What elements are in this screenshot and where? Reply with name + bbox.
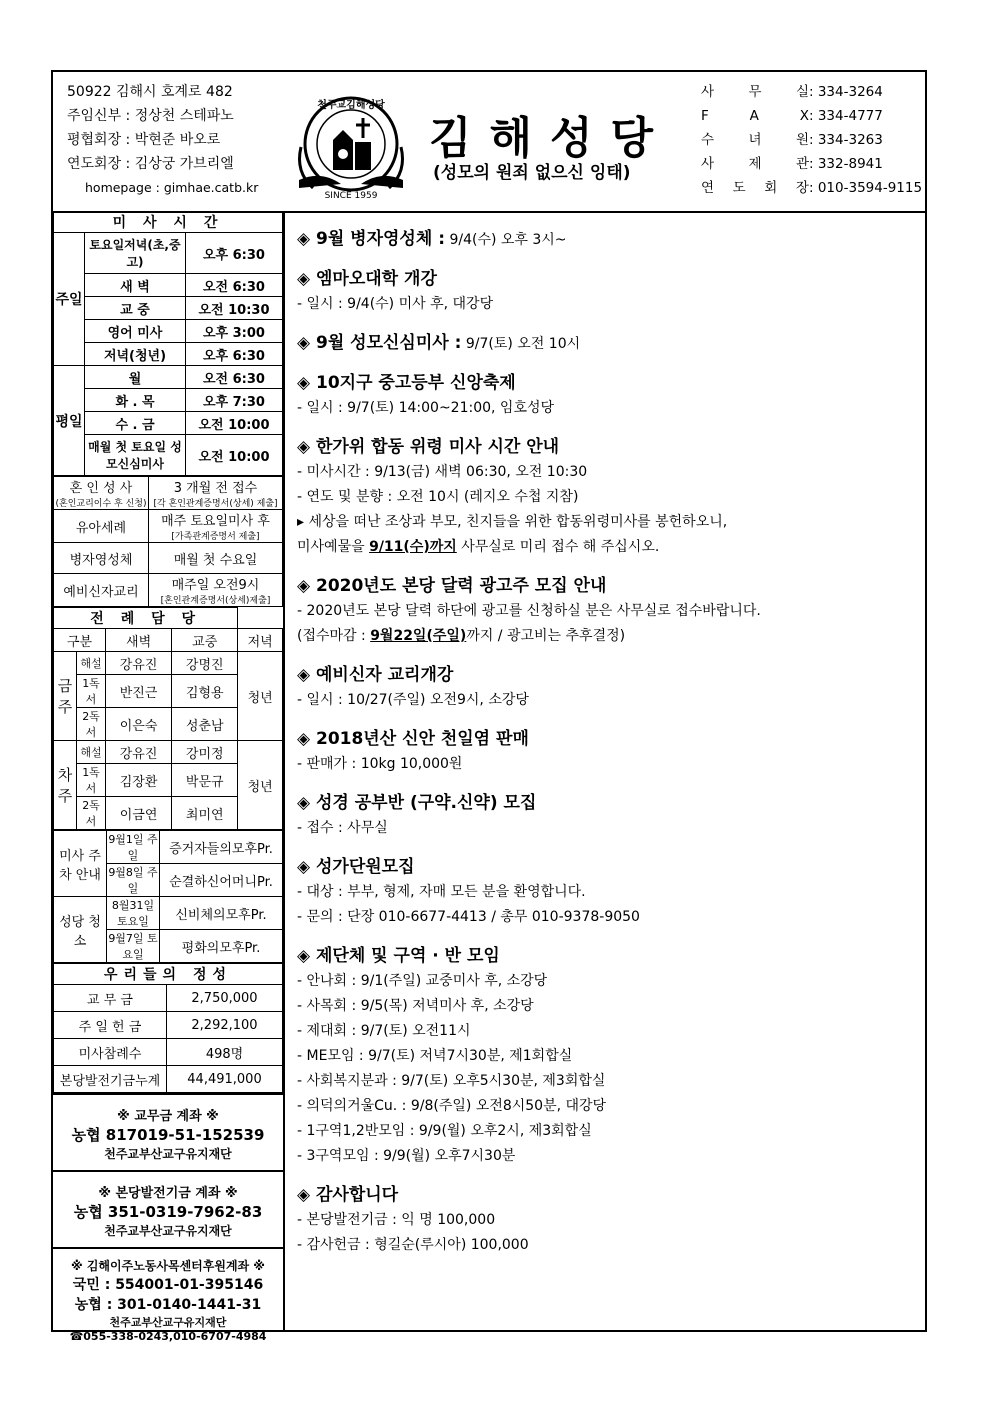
notice-item — [297, 435, 917, 560]
notice-line: - 제대회 : 9/7(토) 오전11시 — [297, 1023, 471, 1039]
account-box — [53, 1170, 283, 1247]
liturgy-role: 1독서 — [77, 675, 106, 708]
notice-title — [297, 1183, 917, 1208]
offering-table — [53, 963, 283, 1093]
liturgy-main: 강미정 — [172, 741, 238, 764]
contact-label-char: 사 — [701, 156, 715, 172]
mass-time: 오후 6:30 — [186, 343, 283, 366]
parking-label: 미사 주차 안내 — [54, 831, 107, 897]
account-title: ※ 본당발전기금 계좌 ※ — [98, 1186, 238, 1201]
liturgy-main: 최미연 — [172, 797, 238, 830]
offering-row — [54, 1012, 283, 1039]
header-info — [67, 80, 258, 200]
mass-name: 수 . 금 — [85, 412, 186, 435]
legion-president: 연도회장 : 김상궁 가브리엘 — [67, 156, 234, 172]
notice-line: - 연도 및 분향 : 오전 10시 (레지오 수첩 지참) — [297, 489, 579, 505]
offering-title: 우리들의 정성 — [54, 964, 283, 985]
notice-title-text: ◈ 2020년도 본당 달력 광고주 모집 안내 — [297, 576, 607, 596]
offering-value: 498명 — [167, 1039, 283, 1066]
mass-time: 오전 10:30 — [186, 297, 283, 320]
liturgy-row — [54, 741, 283, 764]
mass-schedule-table — [53, 211, 283, 476]
account-number: 농협 351-0319-7962-83 — [73, 1203, 263, 1221]
offering-label: 미사참례수 — [54, 1039, 167, 1066]
notice-line: - 일시 : 9/7(토) 14:00~21:00, 임호성당 — [297, 400, 555, 416]
sacrament-name — [54, 477, 149, 510]
sacrament-name — [54, 543, 149, 574]
parking-date: 9월1일 주일 — [107, 831, 160, 864]
mass-row — [54, 412, 283, 435]
contact-label-char: 사 — [701, 84, 715, 100]
liturgy-role: 2독서 — [77, 708, 106, 741]
notice-title-text: ◈ 9월 성모신심미사 : — [297, 333, 462, 353]
sacrament-name-text: 혼 인 성 사 — [69, 481, 133, 496]
notice-line: - 판매가 : 10kg 10,000원 — [297, 756, 463, 772]
notice-title-text: ◈ 성가단원모집 — [297, 857, 415, 877]
liturgy-main: 성춘남 — [172, 708, 238, 741]
liturgy-main: 김형용 — [172, 675, 238, 708]
mass-time: 오후 6:30 — [186, 233, 283, 274]
mass-name: 매월 첫 토요일 성모신심미사 — [85, 435, 186, 476]
church-subtitle: (성모의 원죄 없으신 잉태) — [433, 163, 631, 183]
contact-value: : 334-4777 — [809, 108, 883, 124]
notice-item — [297, 371, 917, 421]
contact-value: : 332-8941 — [809, 156, 883, 172]
sacrament-name — [54, 510, 149, 543]
sacrament-value-sub: [각 혼인관계증명서(상세) 제출] — [153, 499, 278, 509]
contact-label-char: 도 — [732, 180, 746, 196]
liturgy-header: 교중 — [172, 629, 238, 652]
notice-line — [297, 624, 917, 649]
contact-list — [701, 80, 922, 200]
liturgy-dawn: 강유진 — [106, 652, 172, 675]
mass-row — [54, 233, 283, 274]
notice-item — [297, 727, 917, 777]
sacrament-name-sub: (혼인교리이수 후 신청) — [55, 499, 147, 509]
notice-title-text: ◈ 2018년산 신안 천일염 판매 — [297, 729, 529, 749]
mass-time: 오전 10:00 — [186, 435, 283, 476]
sacrament-name-text: 예비신자교리 — [63, 584, 139, 600]
mass-row — [54, 320, 283, 343]
notice-title — [297, 227, 917, 253]
contact-label — [701, 104, 809, 128]
liturgy-main: 강명진 — [172, 652, 238, 675]
notice-line-post: 사무실로 미리 접수 해 주십시오. — [456, 539, 660, 555]
contact-label — [701, 176, 809, 200]
bulletin-sheet — [51, 70, 927, 1343]
account-title: ※ 교무금 계좌 ※ — [117, 1109, 219, 1124]
offering-label: 주 일 헌 금 — [54, 1012, 167, 1039]
notice-deadline: 9월22일(주일) — [370, 628, 467, 644]
liturgy-dawn: 김장환 — [106, 764, 172, 797]
notice-line: - ME모임 : 9/7(토) 저녁7시30분, 제1회합실 — [297, 1048, 573, 1064]
notice-line: - 본당발전기금 : 익 명 100,000 — [297, 1212, 496, 1228]
notice-title-text: ◈ 엠마오대학 개강 — [297, 269, 437, 289]
notice-title — [297, 435, 917, 460]
mass-name: 새 벽 — [85, 274, 186, 297]
labor-line2: 농협 : 301-0140-1441-31 — [74, 1297, 262, 1313]
contact-row — [701, 128, 922, 152]
notice-line: - 접수 : 사무실 — [297, 820, 388, 836]
mass-row — [54, 389, 283, 412]
mass-name: 교 중 — [85, 297, 186, 320]
left-column — [53, 211, 285, 1343]
liturgy-dawn: 이은숙 — [106, 708, 172, 741]
contact-label-char: 회 — [764, 180, 778, 196]
mass-time: 오전 6:30 — [186, 366, 283, 389]
notice-title-text: ◈ 성경 공부반 (구약.신약) 모집 — [297, 793, 537, 813]
notice-title — [297, 791, 917, 816]
contact-value: : 010-3594-9115 — [809, 180, 923, 196]
notice-title-extra: 9/7(토) 오전 10시 — [461, 336, 581, 352]
notice-line: - 의덕의거울Cu. : 9/8(주일) 오전8시50분, 대강당 — [297, 1098, 607, 1114]
contact-label-char: 연 — [701, 180, 715, 196]
sacrament-value-text: 매주 토요일미사 후 — [161, 514, 270, 529]
notice-line-pre: (접수마감 : — [297, 628, 371, 644]
offering-value: 2,750,000 — [167, 985, 283, 1012]
account-owner: 천주교부산교구유지재단 — [104, 1224, 232, 1238]
cleaning-group: 신비체의모후Pr. — [160, 897, 283, 930]
sacrament-value-sub: [혼인관계증명서(상세)제출] — [160, 596, 271, 606]
notice-line: ▸ 세상을 떠난 조상과 부모, 친지들을 위한 합동위령미사를 봉헌하오니, — [297, 514, 728, 530]
labor-owner: 천주교부산교구유지재단 — [109, 1316, 227, 1329]
notice-item — [297, 944, 917, 1169]
mass-title: 미 사 시 간 — [54, 212, 283, 233]
council-president: 평협회장 : 박현준 바오로 — [67, 132, 221, 148]
homepage-link[interactable]: homepage : gimhae.catb.kr — [85, 180, 259, 195]
notice-title-text: ◈ 감사합니다 — [297, 1185, 399, 1205]
labor-center-account — [53, 1247, 283, 1349]
notice-item — [297, 791, 917, 841]
mass-name: 월 — [85, 366, 186, 389]
sacrament-table — [53, 476, 283, 607]
account-number: 농협 817019-51-152539 — [71, 1126, 265, 1144]
notice-line: - 문의 : 단장 010-6677-4413 / 총무 010-9378-9050 — [297, 909, 640, 925]
liturgy-evening: 청년 — [238, 652, 283, 741]
labor-title: ※ 김해이주노동사목센터후원계좌 ※ — [71, 1259, 265, 1273]
mass-row — [54, 274, 283, 297]
parking-date: 9월8일 주일 — [107, 864, 160, 897]
liturgy-header-row — [54, 629, 283, 652]
offering-value: 2,292,100 — [167, 1012, 283, 1039]
parking-group: 증거자들의모후Pr. — [160, 831, 283, 864]
labor-phone: ☎055-338-0243,010-6707-4984 — [69, 1330, 267, 1343]
mass-name: 저녁(청년) — [85, 343, 186, 366]
liturgy-dawn: 이금연 — [106, 797, 172, 830]
sacrament-value — [149, 477, 283, 510]
contact-label-char: 수 — [701, 132, 715, 148]
notice-title-text: ◈ 10지구 중고등부 신앙축제 — [297, 373, 516, 393]
liturgy-row — [54, 652, 283, 675]
liturgy-main: 박문규 — [172, 764, 238, 797]
notice-item — [297, 855, 917, 930]
notice-title-text: ◈ 9월 병자영성체 : — [297, 229, 445, 249]
mass-row — [54, 343, 283, 366]
notice-item — [297, 331, 917, 357]
duty-table — [53, 830, 283, 963]
contact-label-char: F — [701, 108, 709, 124]
mass-time: 오전 10:00 — [186, 412, 283, 435]
notices — [297, 227, 917, 1272]
liturgy-table — [53, 607, 283, 830]
cleaning-date: 9월7일 토요일 — [107, 930, 160, 963]
contact-label-char: 관 — [795, 156, 809, 172]
address: 50922 김해시 호계로 482 — [67, 84, 233, 100]
liturgy-title: 전 례 담 당 — [54, 608, 238, 629]
pastor: 주임신부 : 정상천 스테파노 — [67, 108, 234, 124]
contact-label — [701, 128, 809, 152]
account-owner: 천주교부산교구유지재단 — [104, 1147, 232, 1161]
liturgy-role: 1독서 — [77, 764, 106, 797]
cleaning-date: 8월31일 토요일 — [107, 897, 160, 930]
notice-title-text: ◈ 예비신자 교리개강 — [297, 665, 454, 685]
liturgy-role: 해설 — [77, 741, 106, 764]
mass-name: 토요일저녁(초,중고) — [85, 233, 186, 274]
contact-row — [701, 104, 922, 128]
notice-line: - 안나회 : 9/1(주일) 교중미사 후, 소강당 — [297, 973, 548, 989]
contact-value: : 334-3263 — [809, 132, 883, 148]
sacrament-value-sub: [가족관계증명서 제출] — [171, 532, 260, 542]
sacrament-value — [149, 510, 283, 543]
liturgy-role: 2독서 — [77, 797, 106, 830]
sacrament-value-text: 3 개월 전 접수 — [173, 481, 258, 496]
logo-since: SINCE 1959 — [324, 191, 378, 201]
notice-line-pre: 미사예물을 — [297, 539, 370, 555]
contact-label-char: 장 — [795, 180, 809, 196]
contact-label-char: 무 — [748, 84, 762, 100]
notice-title — [297, 331, 917, 357]
contact-label-char: 녀 — [748, 132, 762, 148]
church-title: 김해성당 — [429, 113, 672, 164]
notice-line: - 감사헌금 : 형길순(루시아) 100,000 — [297, 1237, 529, 1253]
mass-row — [54, 435, 283, 476]
mass-row — [54, 366, 283, 389]
offering-row — [54, 1039, 283, 1066]
liturgy-role: 해설 — [77, 652, 106, 675]
notice-title — [297, 727, 917, 752]
liturgy-evening: 청년 — [238, 741, 283, 830]
notice-title — [297, 267, 917, 292]
notice-line-post: 까지 / 광고비는 추후결정) — [466, 628, 626, 644]
notice-title-text: ◈ 제단체 및 구역 · 반 모임 — [297, 946, 500, 966]
notice-line — [297, 535, 917, 560]
contact-label-char: A — [749, 108, 759, 124]
sacrament-name-text: 병자영성체 — [69, 552, 133, 568]
cleaning-label: 성당 청소 — [54, 897, 107, 963]
church-logo-icon — [291, 92, 411, 202]
notice-line: - 일시 : 9/4(수) 미사 후, 대강당 — [297, 296, 494, 312]
notice-title — [297, 663, 917, 688]
offering-row — [54, 985, 283, 1012]
notice-line: - 일시 : 10/27(주일) 오전9시, 소강당 — [297, 692, 529, 708]
liturgy-group-label: 금주 — [54, 652, 77, 741]
sacrament-value-text: 매월 첫 수요일 — [173, 552, 258, 568]
cleaning-row — [54, 897, 283, 930]
sacrament-row — [54, 574, 283, 607]
liturgy-header: 구분 — [54, 629, 106, 652]
notice-line: - 대상 : 부부, 형제, 자매 모든 분을 환영합니다. — [297, 884, 586, 900]
liturgy-dawn: 반진근 — [106, 675, 172, 708]
offering-value: 44,491,000 — [167, 1066, 283, 1093]
notice-title — [297, 855, 917, 880]
notice-item — [297, 663, 917, 713]
mass-row — [54, 297, 283, 320]
sacrament-name — [54, 574, 149, 607]
parking-row — [54, 831, 283, 864]
mass-name: 영어 미사 — [85, 320, 186, 343]
notice-title-text: ◈ 한가위 합동 위령 미사 시간 안내 — [297, 437, 560, 457]
sacrament-row — [54, 543, 283, 574]
labor-line1: 국민 : 554001-01-395146 — [72, 1277, 264, 1293]
notice-line: - 미사시간 : 9/13(금) 새벽 06:30, 오전 10:30 — [297, 464, 588, 480]
liturgy-dawn: 강유진 — [106, 741, 172, 764]
notice-line: - 1구역1,2반모임 : 9/9(월) 오후2시, 제3회합실 — [297, 1123, 592, 1139]
notice-deadline: 9/11(수)까지 — [369, 539, 457, 555]
contact-row — [701, 176, 922, 200]
sacrament-name-text: 유아세례 — [75, 520, 127, 536]
mass-group-label: 평일 — [54, 366, 85, 476]
contact-label — [701, 80, 809, 104]
sacrament-value — [149, 574, 283, 607]
header — [53, 72, 925, 213]
contact-value: : 334-3264 — [809, 84, 883, 100]
notice-item — [297, 227, 917, 253]
contact-label-char: 원 — [795, 132, 809, 148]
mass-group-label: 주일 — [54, 233, 85, 366]
contact-label-char: X — [799, 108, 809, 124]
notice-title — [297, 574, 917, 599]
mass-name: 화 . 목 — [85, 389, 186, 412]
mass-time: 오후 7:30 — [186, 389, 283, 412]
notice-title — [297, 371, 917, 396]
mass-time: 오후 3:00 — [186, 320, 283, 343]
notice-item — [297, 574, 917, 649]
cleaning-group: 평화의모후Pr. — [160, 930, 283, 963]
sacrament-value-text: 매주일 오전9시 — [171, 578, 260, 593]
sacrament-row — [54, 510, 283, 543]
notice-line: - 2020년도 본당 달력 하단에 광고를 신청하실 분은 사무실로 접수바랍니다. — [297, 603, 761, 619]
notice-title-extra: 9/4(수) 오후 3시~ — [445, 232, 567, 248]
sacrament-row — [54, 477, 283, 510]
notice-line: - 사목회 : 9/5(목) 저녁미사 후, 소강당 — [297, 998, 534, 1014]
contact-row — [701, 80, 922, 104]
contact-label — [701, 152, 809, 176]
notice-title — [297, 944, 917, 969]
liturgy-header: 새벽 — [106, 629, 172, 652]
liturgy-group-label: 차주 — [54, 741, 77, 830]
contact-label-char: 제 — [748, 156, 762, 172]
notice-item — [297, 267, 917, 317]
contact-label-char: 실 — [795, 84, 809, 100]
logo-text: 천주교김해성당 — [317, 100, 385, 111]
sacrament-value — [149, 543, 283, 574]
notice-line: - 3구역모임 : 9/9(월) 오후7시30분 — [297, 1148, 516, 1164]
offering-label: 교 무 금 — [54, 985, 167, 1012]
offering-row — [54, 1066, 283, 1093]
bank-accounts — [53, 1093, 283, 1247]
notice-item — [297, 1183, 917, 1258]
mass-time: 오전 6:30 — [186, 274, 283, 297]
liturgy-header: 저녁 — [238, 629, 283, 652]
parking-group: 순결하신어머니Pr. — [160, 864, 283, 897]
offering-label: 본당발전기금누계 — [54, 1066, 167, 1093]
contact-row — [701, 152, 922, 176]
notice-line: - 사회복지분과 : 9/7(토) 오후5시30분, 제3회합실 — [297, 1073, 606, 1089]
account-box — [53, 1093, 283, 1170]
